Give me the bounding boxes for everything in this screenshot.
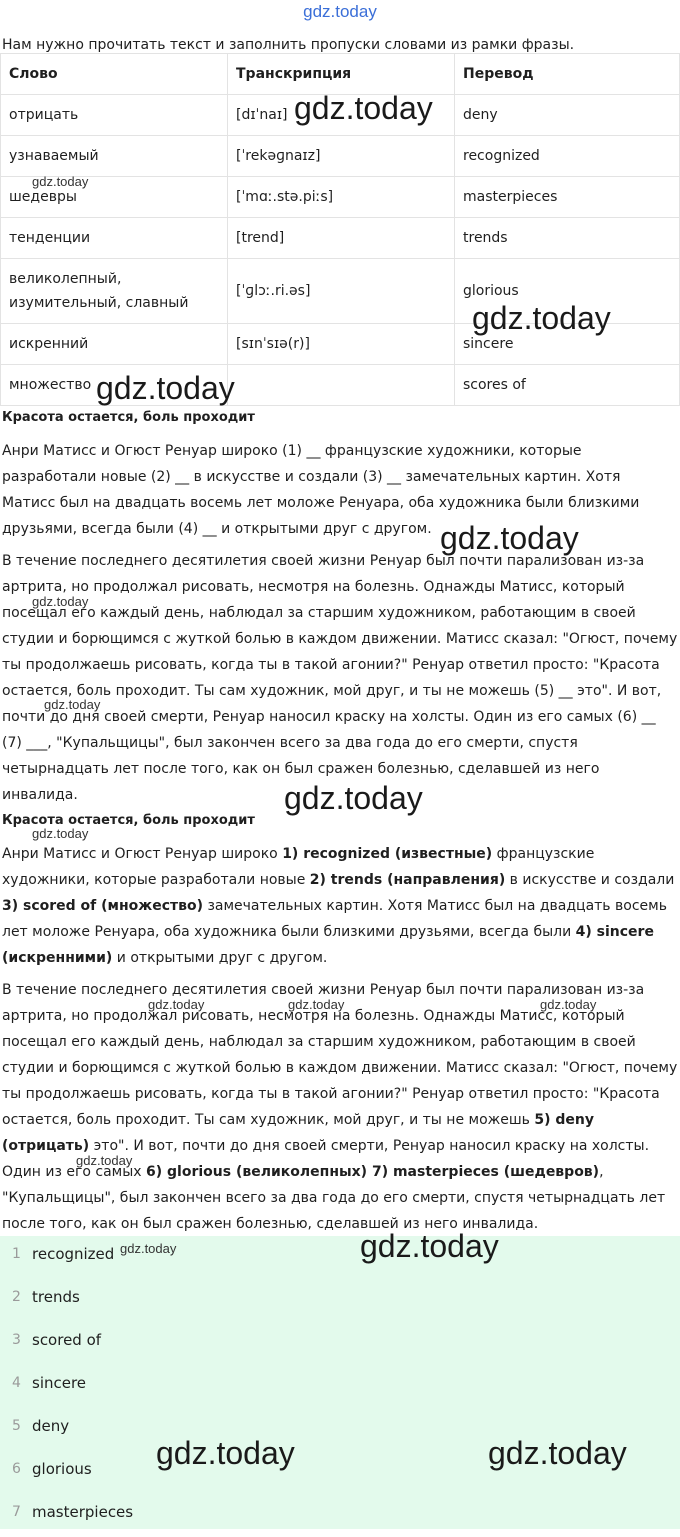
cell-word: великолепный, изумительный, славный [1,259,228,324]
cell-word: узнаваемый [1,136,228,177]
plain-text: замечательных картин. Хотя Матисс был на двадцать восемь лет моложе Ренуара, оба художника были близкими друзьями, всегда были [2,898,667,940]
list-item [0,1279,680,1322]
table-row [1,324,680,365]
plain-text: в искусстве и создали [505,872,675,888]
watermark: gdz.today [284,780,423,816]
cell-transcription: [trend] [228,218,455,259]
list-item [0,1451,680,1494]
site-link[interactable]: gdz.today [303,2,377,21]
cell-transcription [228,365,455,406]
answer-word: trends [32,1288,80,1306]
watermark: gdz.today [44,697,101,712]
answer-number: 7 [12,1504,21,1520]
watermark: gdz.today [294,90,433,126]
watermark: gdz.today [96,370,235,406]
watermark: gdz.today [440,520,579,556]
cell-transcription: [ˈmɑː.stə.piːs] [228,177,455,218]
text-paragraph: Анри Матисс и Огюст Ренуар широко (1) __ французские художники, которые разработали новые (2) __ в искусстве и создали (3) __ замечательных картин. Хотя Матисс был на двадцать восемь лет моложе Ренуара, оба художника были близкими друзьями, всегда были (4) __ и открытыми друг с другом. [2,443,640,537]
answer-number: 2 [12,1289,21,1305]
cell-transcription: [dɪˈnaɪ] [228,95,455,136]
plain-text: В течение последнего десятилетия своей жизни Ренуар был почти парализован из-за артрита, но продолжал рисовать, несмотря на болезнь. Однажды Матисс, который посещал его каждый день, наблюдал за старшим художником, работающим в своей студии и борющимся с жуткой болью в каждом движении. Матисс сказал: "Огюст, почему ты продолжаешь рисовать, когда ты в такой агонии?" Ренуар ответил просто: "Красота остается, боль проходит. Ты сам художник, мой друг, и ты не можешь [2,982,678,1128]
watermark: gdz.today [288,997,345,1012]
answer-word: deny [32,1417,70,1435]
watermark: gdz.today [472,300,611,336]
answer-word: scored of [32,1331,102,1349]
cell-translation: sincere [455,324,680,365]
task-instruction: Нам нужно прочитать текст и заполнить пропуски словами из рамки фразы. [2,37,575,53]
cell-translation: recognized [455,136,680,177]
table-row [1,177,680,218]
vocabulary-table [0,53,680,406]
answer-paragraph [2,977,678,1237]
watermark: gdz.today [32,594,89,609]
answer-number: 6 [12,1461,21,1477]
cell-word: искренний [1,324,228,365]
list-item [0,1322,680,1365]
answer-number: 3 [12,1332,21,1348]
plain-text: французские художники, которые разработали новые [2,846,595,888]
watermark: gdz.today [32,826,89,841]
table-row [1,218,680,259]
cell-transcription: [ˈɡlɔː.ri.əs] [228,259,455,324]
list-item [0,1494,680,1537]
watermark: gdz.today [148,997,205,1012]
watermark: gdz.today [120,1241,177,1256]
list-item [0,1365,680,1408]
filled-answer: 5) deny (отрицать) [2,1112,595,1154]
filled-answer: 3) scored of (множество) [2,898,203,914]
watermark: gdz.today [540,997,597,1012]
cell-word: тенденции [1,218,228,259]
column-header-translation: Перевод [455,54,680,95]
table-row [1,95,680,136]
answer-word: glorious [32,1460,92,1478]
answer-word: sincere [32,1374,87,1392]
filled-answer: 2) trends (направления) [309,872,506,888]
section-title: Красота остается, боль проходит [2,410,255,425]
cell-translation: masterpieces [455,177,680,218]
watermark: gdz.today [488,1435,627,1471]
answer-word: masterpieces [32,1503,134,1521]
watermark: gdz.today [32,174,89,189]
table-row [1,259,680,324]
plain-text: это". И вот, почти до дня своей смерти, Ренуар наносил краску на холсты. Один из его самых [2,1138,650,1180]
table-row [1,365,680,406]
filled-answer: 6) glorious (великолепных) 7) masterpieces (шедевров) [146,1164,600,1180]
filled-answer: 4) sincere (искренними) [2,924,654,966]
list-item [0,1236,680,1279]
cell-word: отрицать [1,95,228,136]
answer-paragraph [2,841,678,971]
filled-answer: 1) recognized (известные) [282,846,493,862]
plain-text: , "Купальщицы", был закончен всего за два года до его смерти, спустя четырнадцать лет после того, как он был сражен болезнью, сделавшей из него инвалида. [2,1164,666,1232]
column-header-transcription: Транскрипция [228,54,455,95]
plain-text: и открытыми друг с другом. [112,950,328,966]
answer-number: 4 [12,1375,21,1391]
cell-transcription: [sɪnˈsɪə(r)] [228,324,455,365]
table-header-row [1,54,680,95]
answer-number: 1 [12,1246,21,1262]
cell-translation: trends [455,218,680,259]
cell-translation: glorious [455,259,680,324]
watermark: gdz.today [360,1228,499,1264]
list-item [0,1408,680,1451]
section-title: Красота остается, боль проходит [2,813,255,828]
cell-word: множество [1,365,228,406]
watermark: gdz.today [76,1153,133,1168]
answer-list [0,1236,680,1529]
cell-word: шедевры [1,177,228,218]
table-row [1,136,680,177]
answer-word: recognized [32,1245,115,1263]
cell-translation: deny [455,95,680,136]
text-paragraph: В течение последнего десятилетия своей жизни Ренуар был почти парализован из-за артрита, но продолжал рисовать, несмотря на болезнь. Однажды Матисс, который посещал его каждый день, наблюдал за старшим художником, работающим в своей студии и борющимся с жуткой болью в каждом движении. Матисс сказал: "Огюст, почему ты продолжаешь рисовать, когда ты в такой агонии?" Ренуар ответил просто: "Красота остается, боль проходит. Ты сам художник, мой друг, и ты не можешь (5) __ это". И вот, почти до дня своей смерти, Ренуар наносил краску на холсты. Один из его самых (6) __ (7) ___, "Купальщицы", был закончен всего за два года до его смерти, спустя четырнадцать лет после того, как он был сражен болезнью, сделавшей из него инвалида. [2,553,678,803]
answer-number: 5 [12,1418,21,1434]
plain-text: Анри Матисс и Огюст Ренуар широко [2,846,283,862]
cell-translation: scores of [455,365,680,406]
watermark: gdz.today [156,1435,295,1471]
column-header-word: Слово [1,54,228,95]
cell-transcription: [ˈrekəɡnaɪz] [228,136,455,177]
